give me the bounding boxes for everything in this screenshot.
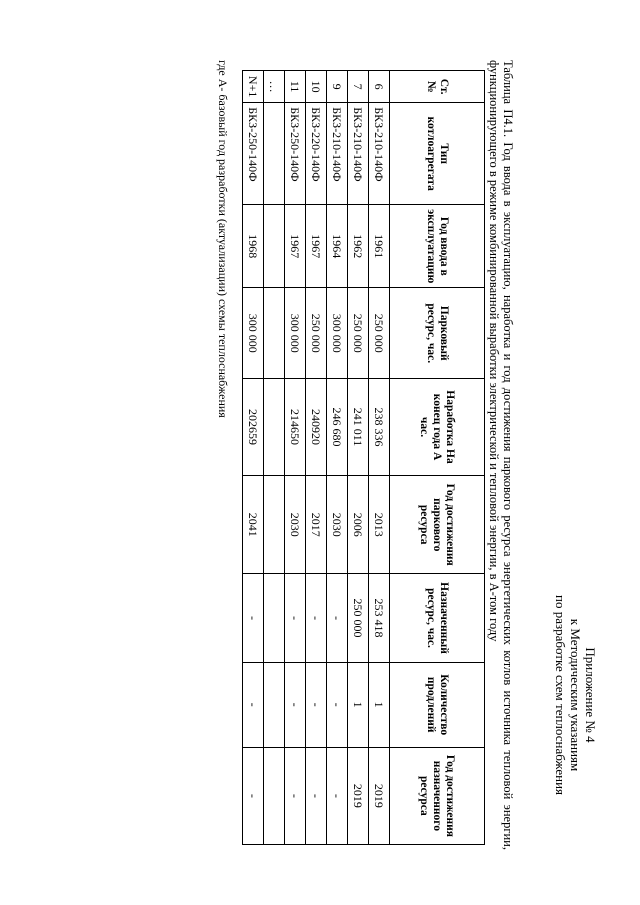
cell-operating-hours: 241 011 (348, 379, 369, 476)
cell-assigned-resource: - (327, 574, 348, 662)
cell-boiler-type (264, 103, 285, 205)
header-boiler-type: Тип котлоагрегата (390, 103, 485, 205)
cell-extensions-count: - (306, 662, 327, 747)
table-row (264, 71, 285, 845)
cell-operating-hours: 246 680 (327, 379, 348, 476)
cell-extensions-count (264, 662, 285, 747)
header-park-resource-year: Год достижения паркового ресурса (390, 475, 485, 573)
cell-boiler-type: БКЗ-250-140Ф (285, 103, 306, 205)
appendix-subject: по разработке схем теплоснабжения (553, 594, 568, 796)
header-assigned-resource-year: Год достижения назначенного ресурса (390, 747, 485, 844)
cell-station-number: … (264, 71, 285, 103)
cell-assigned-resource: 250 000 (348, 574, 369, 662)
header-operating-hours: Наработка На конец года А час. (390, 379, 485, 476)
cell-assigned-resource-year: 2019 (369, 747, 390, 844)
cell-assigned-resource-year (264, 747, 285, 844)
cell-station-number: 11 (285, 71, 306, 103)
header-extensions-count: Количество продлений (390, 662, 485, 747)
cell-station-number: 10 (306, 71, 327, 103)
cell-assigned-resource: 253 418 (369, 574, 390, 662)
cell-park-resource-year: 2030 (327, 475, 348, 573)
cell-extensions-count: 1 (369, 662, 390, 747)
cell-operating-hours: 214650 (285, 379, 306, 476)
cell-station-number: 9 (327, 71, 348, 103)
cell-commission-year: 1968 (243, 205, 264, 288)
cell-commission-year: 1967 (306, 205, 327, 288)
cell-station-number: 6 (369, 71, 390, 103)
cell-operating-hours: 202659 (243, 379, 264, 476)
table-caption: Таблица П4.1. Год ввода в эксплуатацию, наработка и год достижения паркового ресурса энергетических котлов источника тепловой энергии, функционирующего в режиме комбинированной выработки электрической и тепловой энергии, в А-том году (487, 60, 515, 850)
table-row (369, 71, 390, 845)
cell-commission-year: 1964 (327, 205, 348, 288)
cell-park-resource-year: 2006 (348, 475, 369, 573)
cell-station-number: N+1 (243, 71, 264, 103)
cell-commission-year (264, 205, 285, 288)
cell-assigned-resource (264, 574, 285, 662)
header-station-number: Ст. № (390, 71, 485, 103)
footnote: где А- базовый год разработки (актуализации) схемы теплоснабжения (216, 60, 230, 418)
cell-station-number: 7 (348, 71, 369, 103)
cell-assigned-resource: - (306, 574, 327, 662)
cell-park-resource (264, 288, 285, 379)
cell-assigned-resource-year: - (243, 747, 264, 844)
table-row (285, 71, 306, 845)
cell-commission-year: 1961 (369, 205, 390, 288)
cell-commission-year: 1962 (348, 205, 369, 288)
table-row (348, 71, 369, 845)
cell-assigned-resource-year: - (306, 747, 327, 844)
appendix-number: Приложение № 4 (583, 647, 598, 743)
cell-extensions-count: - (327, 662, 348, 747)
cell-park-resource-year (264, 475, 285, 573)
cell-operating-hours: 238 336 (369, 379, 390, 476)
appendix-reference: к Методическим указаниям (568, 618, 583, 772)
cell-park-resource: 250 000 (369, 288, 390, 379)
table-row (327, 71, 348, 845)
appendix-header (553, 515, 598, 875)
cell-extensions-count: - (285, 662, 306, 747)
cell-boiler-type: БКЗ-210-140Ф (327, 103, 348, 205)
table-row (306, 71, 327, 845)
cell-extensions-count: 1 (348, 662, 369, 747)
cell-boiler-type: БКЗ-220-140Ф (306, 103, 327, 205)
header-commission-year: Год ввода в эксплуатацию (390, 205, 485, 288)
cell-park-resource-year: 2013 (369, 475, 390, 573)
table-header-row (390, 71, 485, 845)
cell-boiler-type: БКЗ-250-140Ф (243, 103, 264, 205)
cell-commission-year: 1967 (285, 205, 306, 288)
cell-extensions-count: - (243, 662, 264, 747)
cell-operating-hours (264, 379, 285, 476)
header-park-resource: Парковый ресурс, час. (390, 288, 485, 379)
cell-assigned-resource-year: - (285, 747, 306, 844)
cell-park-resource-year: 2041 (243, 475, 264, 573)
cell-park-resource: 300 000 (285, 288, 306, 379)
cell-park-resource: 300 000 (327, 288, 348, 379)
cell-operating-hours: 240920 (306, 379, 327, 476)
cell-assigned-resource: - (285, 574, 306, 662)
cell-boiler-type: БКЗ-210-140Ф (369, 103, 390, 205)
boiler-table (242, 70, 485, 845)
cell-park-resource: 300 000 (243, 288, 264, 379)
cell-park-resource-year: 2017 (306, 475, 327, 573)
cell-assigned-resource: - (243, 574, 264, 662)
cell-park-resource-year: 2030 (285, 475, 306, 573)
cell-park-resource: 250 000 (306, 288, 327, 379)
cell-assigned-resource-year: - (327, 747, 348, 844)
cell-park-resource: 250 000 (348, 288, 369, 379)
header-assigned-resource: Назначенный ресурс, час. (390, 574, 485, 662)
cell-boiler-type: БКЗ-210-140Ф (348, 103, 369, 205)
table-row (243, 71, 264, 845)
cell-assigned-resource-year: 2019 (348, 747, 369, 844)
